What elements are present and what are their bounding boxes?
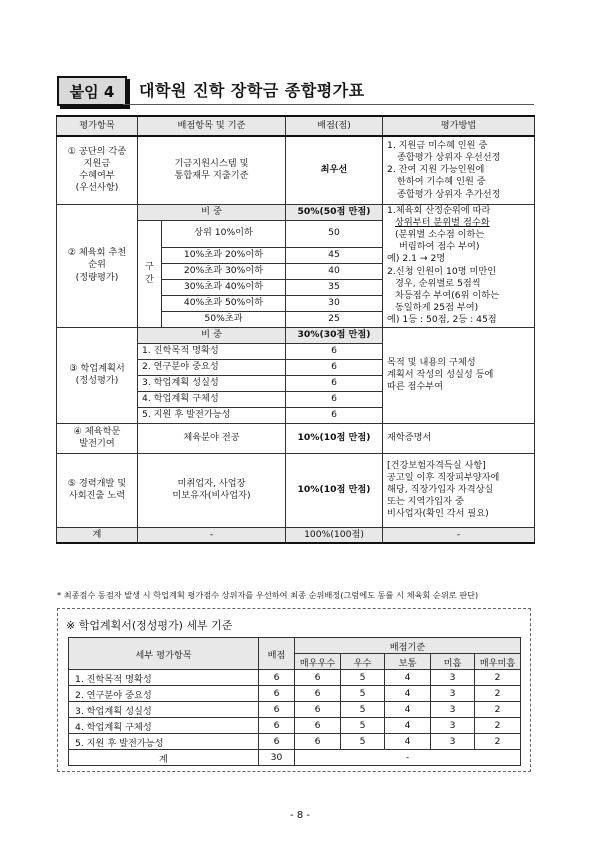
detail-value: 4 <box>385 734 431 750</box>
detail-header-criteria: 배점기준 <box>295 638 521 654</box>
table-row <box>57 453 535 527</box>
page-title: 대학원 진학 장학금 종합평가표 <box>139 81 365 100</box>
method-cell: 재학증명서 <box>383 423 535 453</box>
detail-criteria-box <box>57 608 531 772</box>
header-criteria: 배점항목 및 기준 <box>138 116 286 136</box>
level-label: 보통 <box>385 654 431 670</box>
detail-item: 4. 학업계획 구체성 <box>69 718 259 734</box>
detail-points: 6 <box>259 686 295 702</box>
level-label: 미흡 <box>431 654 475 670</box>
range-name: 상위 10%이하 <box>162 220 286 247</box>
detail-item: 5. 지원 후 발전가능성 <box>69 734 259 750</box>
detail-value: 6 <box>295 718 341 734</box>
detail-points: 6 <box>259 734 295 750</box>
detail-item: 3. 학업계획 성실성 <box>69 702 259 718</box>
detail-row <box>69 670 521 686</box>
page-number: - 8 - <box>290 810 310 821</box>
total-criteria: - <box>138 527 286 543</box>
score-cell: 10%(10점 만점) <box>286 423 383 453</box>
detail-title: ※ 학업계획서(정성평가) 세부 기준 <box>66 619 233 632</box>
subitem-label: 2. 연구분야 중요성 <box>138 359 286 375</box>
detail-value: 3 <box>431 686 475 702</box>
detail-total-row <box>69 750 521 766</box>
method-cell: 1.체육회 산정순위에 따라 상위부터 분위별 점수화 (분위별 소수점 이하는 버림하여 점수 부여) 예) 2.1 → 2명 2.신청 인원이 10명 미만인 경우, 순위별로 5점씩 차등점수 부여(6위 이하는 동일하게 25점 부여) 예) 1등 : 50점, 2등 : 45점 <box>383 204 535 327</box>
table-row <box>57 423 535 453</box>
weight-label: 비 중 <box>138 327 286 343</box>
criteria-cell: 기금지원시스템 및 통합재무 지출기준 <box>138 136 286 204</box>
detail-value: 3 <box>431 670 475 686</box>
page-heading <box>57 76 534 106</box>
table-row <box>57 327 535 343</box>
total-row <box>57 527 535 543</box>
range-score: 40 <box>286 263 383 279</box>
detail-value: 6 <box>295 734 341 750</box>
detail-row <box>69 702 521 718</box>
detail-value: 3 <box>431 702 475 718</box>
item-cell: ① 공단의 각종 지원금 수혜여부 (우선사항) <box>57 136 138 204</box>
total-score: 100%(100점) <box>286 527 383 543</box>
score-cell: 최우선 <box>286 136 383 204</box>
subitem-label: 1. 진학목적 명확성 <box>138 343 286 359</box>
range-label: 구간 <box>138 220 162 327</box>
detail-value: 5 <box>341 718 385 734</box>
subitem-label: 5. 지원 후 발전가능성 <box>138 407 286 423</box>
criteria-cell: 체육분야 전공 <box>138 423 286 453</box>
detail-row <box>69 718 521 734</box>
subitem-score: 6 <box>286 375 383 391</box>
attachment-badge: 붙임 4 <box>57 76 127 106</box>
table-row <box>57 204 535 220</box>
detail-total-criteria: - <box>295 750 521 766</box>
detail-header-points: 배점 <box>259 638 295 670</box>
detail-value: 2 <box>475 734 521 750</box>
header-score: 배점(점) <box>286 116 383 136</box>
detail-points: 6 <box>259 718 295 734</box>
detail-points: 6 <box>259 670 295 686</box>
detail-value: 5 <box>341 670 385 686</box>
header-method: 평가방법 <box>383 116 535 136</box>
footnote: * 최종점수 동점자 발생 시 학업계획 평가점수 상위자를 우선하여 최종 순위배정(그럼에도 동률 시 체육회 순위로 판단) <box>57 590 479 600</box>
detail-value: 2 <box>475 670 521 686</box>
subitem-label: 3. 학업계획 성실성 <box>138 375 286 391</box>
total-method: - <box>383 527 535 543</box>
range-score: 50 <box>286 220 383 247</box>
range-score: 35 <box>286 279 383 295</box>
range-name: 20%초과 30%이하 <box>162 263 286 279</box>
detail-value: 4 <box>385 718 431 734</box>
range-name: 40%초과 50%이하 <box>162 295 286 311</box>
detail-value: 6 <box>295 702 341 718</box>
subitem-score: 6 <box>286 359 383 375</box>
range-score: 30 <box>286 295 383 311</box>
item-cell: ④ 체육학문 발전기여 <box>57 423 138 453</box>
method-cell: [건강보험자격득실 사항] 공고일 이후 직장피부양자에 해당, 직장가입자 자격상실 또는 지역가입자 중 비사업자(확인 각서 필요) <box>383 453 535 527</box>
weight-label: 비 중 <box>138 204 286 220</box>
item-cell: ② 체육회 추천 순위 (정량평가) <box>57 204 138 327</box>
score-cell: 10%(10점 만점) <box>286 453 383 527</box>
detail-header-item: 세부 평가항목 <box>69 638 259 670</box>
detail-value: 4 <box>385 702 431 718</box>
item-cell: ⑤ 경력개발 및 사회진출 노력 <box>57 453 138 527</box>
detail-points: 6 <box>259 702 295 718</box>
detail-row <box>69 734 521 750</box>
detail-total-points: 30 <box>259 750 295 766</box>
detail-value: 4 <box>385 686 431 702</box>
total-label: 계 <box>57 527 138 543</box>
subitem-score: 6 <box>286 343 383 359</box>
detail-value: 5 <box>341 686 385 702</box>
item-cell: ③ 학업계획서 (정성평가) <box>57 327 138 423</box>
detail-value: 2 <box>475 686 521 702</box>
detail-item: 1. 진학목적 명확성 <box>69 670 259 686</box>
weight-value: 50%(50점 만점) <box>286 204 383 220</box>
evaluation-table <box>56 115 535 544</box>
detail-header-row <box>69 638 521 654</box>
subitem-score: 6 <box>286 391 383 407</box>
level-label: 우수 <box>341 654 385 670</box>
detail-value: 4 <box>385 670 431 686</box>
criteria-cell: 미취업자, 사업장 미보유자(비사업자) <box>138 453 286 527</box>
detail-value: 2 <box>475 702 521 718</box>
detail-value: 5 <box>341 702 385 718</box>
table-header-row <box>57 116 535 136</box>
method-cell: 1. 지원금 미수혜 인원 중 종합평가 상위자 우선선정 2. 잔여 지원 가능인원에 한하여 기수혜 인원 중 종합평가 상위자 추가선정 <box>383 136 535 204</box>
subitem-label: 4. 학업계획 구체성 <box>138 391 286 407</box>
range-name: 10%초과 20%이하 <box>162 247 286 263</box>
detail-table <box>68 637 521 766</box>
detail-total-label: 계 <box>69 750 259 766</box>
table-row <box>57 136 535 204</box>
range-score: 45 <box>286 247 383 263</box>
detail-value: 6 <box>295 686 341 702</box>
level-label: 매우미흡 <box>475 654 521 670</box>
header-item: 평가항목 <box>57 116 138 136</box>
detail-value: 3 <box>431 718 475 734</box>
method-cell: 목적 및 내용의 구체성 계획서 작성의 성실성 등에 따른 점수부여 <box>383 327 535 423</box>
weight-value: 30%(30점 만점) <box>286 327 383 343</box>
range-name: 30%초과 40%이하 <box>162 279 286 295</box>
detail-value: 6 <box>295 670 341 686</box>
detail-value: 5 <box>341 734 385 750</box>
subitem-score: 6 <box>286 407 383 423</box>
level-label: 매우우수 <box>295 654 341 670</box>
detail-item: 2. 연구분야 중요성 <box>69 686 259 702</box>
detail-value: 2 <box>475 718 521 734</box>
detail-row <box>69 686 521 702</box>
detail-value: 3 <box>431 734 475 750</box>
title-underline <box>123 104 534 105</box>
range-score: 25 <box>286 311 383 327</box>
range-name: 50%초과 <box>162 311 286 327</box>
